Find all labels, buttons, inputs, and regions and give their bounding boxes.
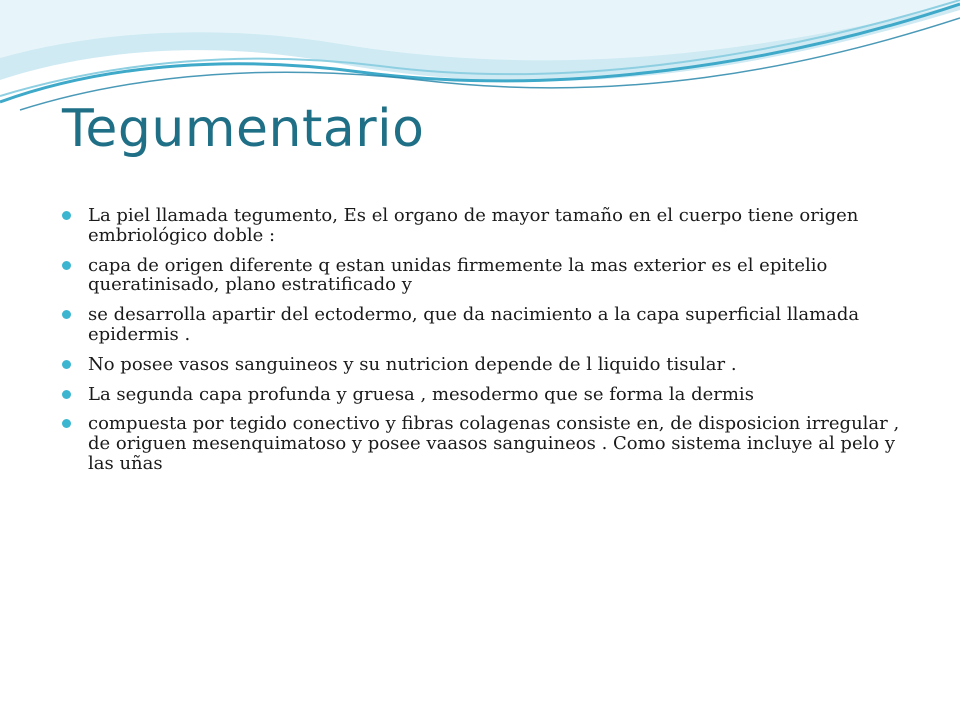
bullet-item (62, 256, 922, 296)
bullet-text: capa de origen diferente q estan unidas firmemente la mas exterior es el epitelio queratinisado, plano estratificado y (88, 254, 828, 296)
bullet-text: La segunda capa profunda y gruesa , mesodermo que se forma la dermis (88, 383, 754, 405)
bullet-dot-icon (62, 211, 71, 220)
bullet-item (62, 414, 922, 473)
bullet-text: se desarrolla apartir del ectodermo, que da nacimiento a la capa superficial llamada epidermis . (88, 304, 860, 345)
bullet-dot-icon (62, 310, 71, 319)
bullet-text: compuesta por tegido conectivo y fibras colagenas consiste en, de disposicion irregular , de origuen mesenquimatoso y posee vaasos sanguineos . Como sistema incluye al pelo y las uñas (88, 413, 900, 474)
bullet-dot-icon (62, 360, 71, 369)
bullet-text: La piel llamada tegumento, Es el organo de mayor tamaño en el cuerpo tiene origen embriológico doble : (88, 205, 859, 246)
bullet-text: No posee vasos sanguineos y su nutricion depende de l liquido tisular . (88, 353, 737, 375)
bullet-dot-icon (62, 419, 71, 428)
bullet-item (62, 206, 922, 246)
bullet-dot-icon (62, 390, 71, 399)
bullet-item (62, 355, 922, 375)
bullet-item (62, 305, 922, 345)
bullet-list (62, 206, 922, 484)
bullet-item (62, 385, 922, 405)
slide-title: Tegumentario (62, 99, 425, 159)
bullet-dot-icon (62, 261, 71, 270)
